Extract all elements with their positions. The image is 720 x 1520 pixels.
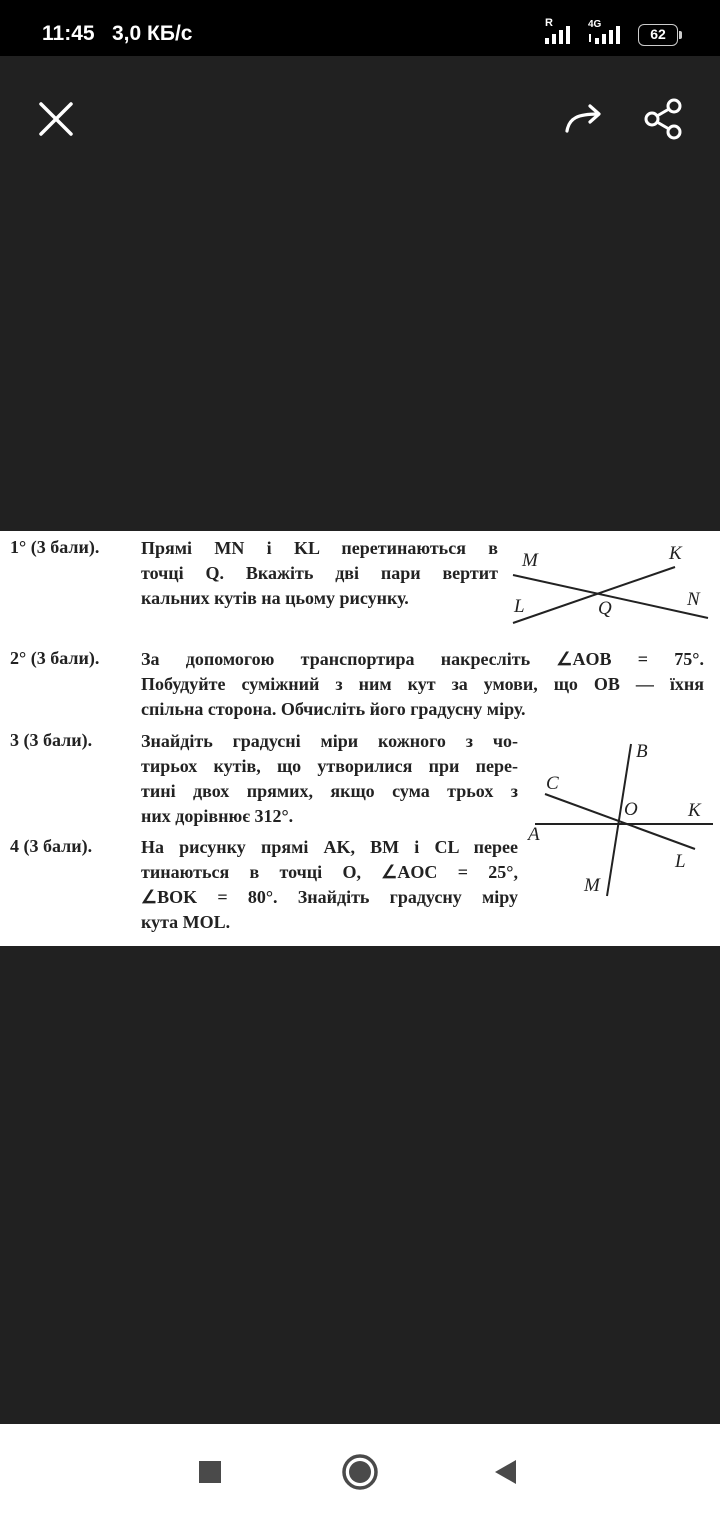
problem-2-line-1: За допомогою транспортира накресліть ∠AOB = 75°.: [141, 649, 704, 669]
problem-3-label: 3 (3 бали).: [10, 730, 93, 750]
signal-4g-label: 4G: [588, 19, 602, 30]
problem-1-line-2: точці Q. Вкажіть дві пари вертит: [141, 563, 498, 583]
problem-1-label: 1° (3 бали).: [10, 537, 100, 557]
problem-1-line-1: Прямі MN і KL перетинаються в: [141, 538, 498, 558]
fig1-label-n: N: [687, 589, 700, 610]
problem-3-line-3: тині двох прямих, якщо сума трьох з: [141, 781, 518, 801]
status-time: 11:45: [42, 22, 95, 45]
home-button[interactable]: [338, 1450, 382, 1494]
signal-4g-icon: [586, 14, 630, 46]
fig2-label-k: K: [688, 800, 701, 821]
problem-3-line-2: тирьох кутів, що утворилися при пере-: [141, 756, 518, 776]
fig1-label-m: M: [522, 550, 538, 571]
recents-button[interactable]: [190, 1452, 230, 1492]
recents-icon: [190, 1452, 230, 1492]
problem-2-line-2: Побудуйте суміжний з ним кут за умови, що OB — їхня: [141, 674, 704, 694]
line-cl: [545, 794, 695, 849]
problem-1-line-3: кальних кутів на цьому рисунку.: [141, 588, 409, 608]
fig2-label-o: O: [624, 799, 638, 820]
battery-indicator: 62: [638, 24, 678, 46]
status-network-speed: 3,0 КБ/с: [112, 22, 193, 45]
share-icon: [641, 97, 685, 141]
problem-4-line-3: ∠BOK = 80°. Знайдіть градусну міру: [141, 887, 518, 907]
forward-button[interactable]: [562, 98, 606, 142]
back-icon: [486, 1452, 526, 1492]
home-icon: [338, 1450, 382, 1494]
fig1-label-l: L: [514, 596, 525, 617]
problem-2-label: 2° (3 бали).: [10, 648, 100, 668]
battery-tip: [679, 31, 682, 39]
problem-3-line-1: Знайдіть градусні міри кожного з чо-: [141, 731, 518, 751]
navigation-bar: [0, 1424, 720, 1520]
fig2-label-b: B: [636, 741, 648, 762]
signal-icon: [544, 14, 578, 46]
fig2-label-a: A: [528, 824, 540, 845]
fig1-label-k: K: [669, 543, 682, 564]
fig2-label-c: C: [546, 773, 559, 794]
worksheet-image[interactable]: [0, 531, 720, 946]
close-button[interactable]: [34, 97, 78, 141]
close-icon: [34, 97, 78, 141]
fig2-label-m: M: [584, 875, 600, 896]
problem-4-line-1: На рисунку прямі AK, BM і CL перее: [141, 837, 518, 857]
forward-icon: [562, 98, 606, 142]
problem-4-line-2: тинаються в точці O, ∠AOC = 25°,: [141, 862, 518, 882]
back-button[interactable]: [486, 1452, 526, 1492]
status-bar: [0, 0, 720, 56]
problem-4-line-4: кута MOL.: [141, 912, 231, 932]
problem-3-line-4: них дорівнює 312°.: [141, 806, 294, 826]
problem-4-label: 4 (3 бали).: [10, 836, 93, 856]
fig1-label-q: Q: [598, 598, 612, 619]
signal-roaming-label: R: [545, 17, 553, 29]
fig2-label-l: L: [675, 851, 686, 872]
line-kl: [513, 567, 675, 623]
problem-2-line-3: спільна сторона. Обчисліть його градусну міру.: [141, 699, 526, 719]
share-button[interactable]: [641, 97, 685, 141]
